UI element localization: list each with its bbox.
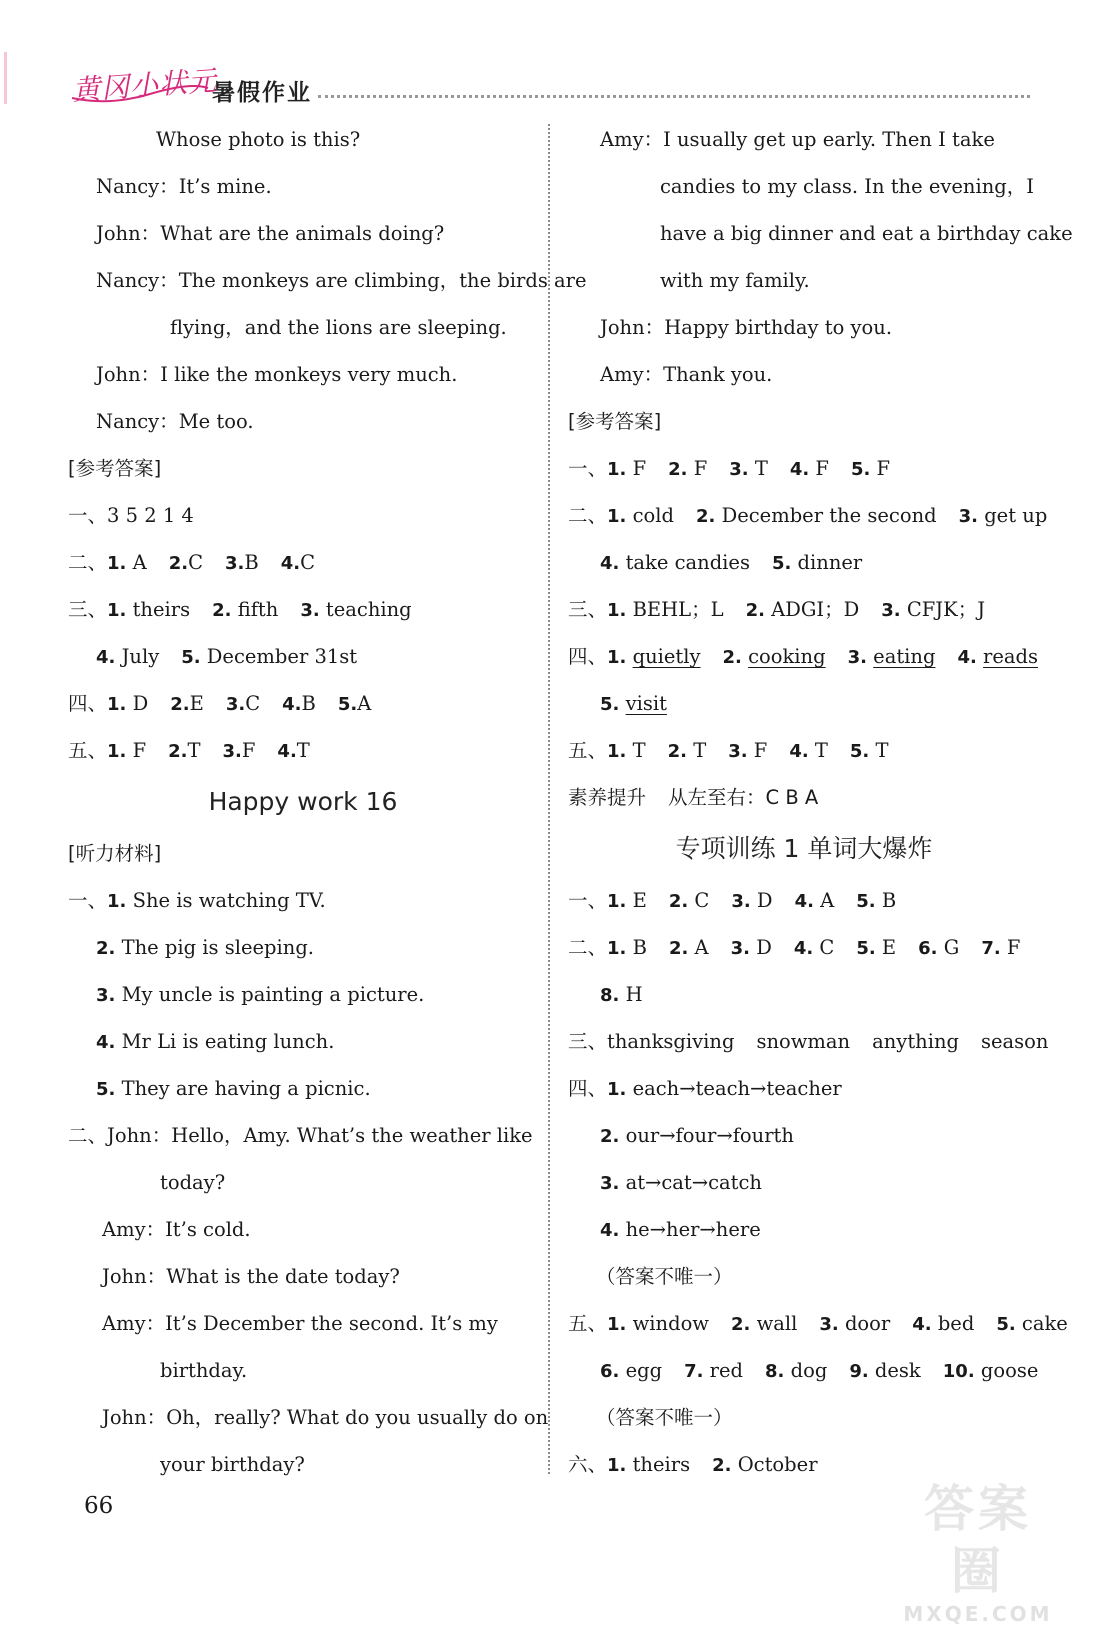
answer-row: 四、1. quietly 2. cooking 3. eating 4. reads	[568, 645, 1039, 668]
dialog-line: Nancy：Me too.	[96, 410, 254, 433]
answer-row: 五、1. T 2. T 3. F 4. T 5. T	[568, 739, 889, 762]
answer-row: 4. take candies 5. dinner	[600, 551, 863, 574]
listening-line: 一、1. She is watching TV.	[68, 889, 326, 912]
watermark-logo: 答案圈	[924, 1480, 1032, 1600]
listening-line: 4. Mr Li is eating lunch.	[96, 1030, 335, 1053]
header-title: 暑假作业	[212, 80, 312, 106]
right-column	[568, 116, 1073, 1488]
dialog-line: your birthday?	[160, 1453, 305, 1476]
dialog-line: John：I like the monkeys very much.	[96, 363, 458, 386]
answer-row: 5. visit	[600, 692, 667, 715]
answer-row: 五、1. F 2.T 3.F 4.T	[68, 739, 310, 762]
dialog-line: John：What is the date today?	[102, 1265, 400, 1288]
listening-line: 3. My uncle is painting a picture.	[96, 983, 425, 1006]
left-column	[68, 116, 587, 1488]
dialog-line: with my family.	[660, 269, 810, 292]
dialog-line: birthday.	[160, 1359, 248, 1382]
answer-row: 2. our→four→fourth	[600, 1124, 794, 1147]
dialog-line: Amy：It’s December the second. It’s my	[102, 1312, 498, 1335]
answer-row: 二、1. cold 2. December the second 3. get up	[568, 504, 1048, 527]
page-header	[0, 0, 1095, 110]
dialog-line: Amy：It’s cold.	[102, 1218, 251, 1241]
answer-row: 三、thanksgiving snowman anything season	[568, 1030, 1049, 1053]
margin-mark	[4, 52, 7, 104]
answer-row: 四、1. each→teach→teacher	[568, 1077, 842, 1100]
dialog-line: flying，and the lions are sleeping.	[170, 316, 507, 339]
answer-row: 一、3 5 2 1 4	[68, 504, 194, 527]
dialog-line: John：Oh，really? What do you usually do on	[102, 1406, 549, 1429]
answer-note: （答案不唯一）	[596, 1406, 733, 1429]
listening-line: 2. The pig is sleeping.	[96, 936, 315, 959]
answer-row: 二、1. A 2.C 3.B 4.C	[68, 551, 315, 574]
dialog-line: Nancy：It’s mine.	[96, 175, 272, 198]
reference-answers-label: [参考答案]	[568, 410, 662, 433]
dialog-line: Nancy：The monkeys are climbing，the birds are	[96, 269, 587, 292]
section-title: Happy work 16	[208, 787, 398, 816]
logo-swoosh-icon	[70, 84, 210, 104]
watermark	[898, 1478, 1058, 1626]
answer-row: 三、1. theirs 2. fifth 3. teaching	[68, 598, 412, 621]
answer-row: 素养提升 从左至右：C B A	[568, 786, 819, 809]
answer-note: （答案不唯一）	[596, 1265, 733, 1288]
section-title: 专项训练 1 单词大爆炸	[675, 834, 933, 863]
answer-row: 五、1. window 2. wall 3. door 4. bed 5. cake	[568, 1312, 1068, 1335]
dialog-line: 二、John：Hello，Amy. What’s the weather like	[68, 1124, 533, 1147]
answer-row: 一、1. F 2. F 3. T 4. F 5. F	[568, 457, 891, 480]
listening-material-label: [听力材料]	[68, 842, 162, 865]
header-dotted-rule	[318, 95, 1030, 98]
answer-row: 4. July 5. December 31st	[96, 645, 358, 668]
dialog-line: Amy：I usually get up early. Then I take	[600, 128, 995, 151]
answer-row: 6. egg 7. red 8. dog 9. desk 10. goose	[600, 1359, 1039, 1382]
answer-row: 二、1. B 2. A 3. D 4. C 5. E 6. G 7. F	[568, 936, 1021, 959]
listening-line: 5. They are having a picnic.	[96, 1077, 371, 1100]
column-divider	[548, 124, 550, 1474]
dialog-line: John：Happy birthday to you.	[600, 316, 893, 339]
dialog-line: today?	[160, 1171, 226, 1194]
dialog-line: have a big dinner and eat a birthday cake	[660, 222, 1073, 245]
dialog-line: Amy：Thank you.	[600, 363, 773, 386]
answer-row: 四、1. D 2.E 3.C 4.B 5.A	[68, 692, 372, 715]
reference-answers-label: [参考答案]	[68, 457, 162, 480]
answer-row: 六、1. theirs 2. October	[568, 1453, 818, 1476]
answer-row: 三、1. BEHL；L 2. ADGI；D 3. CFJK；J	[568, 598, 986, 621]
dialog-line: candies to my class. In the evening，I	[660, 175, 1034, 198]
answer-row: 一、1. E 2. C 3. D 4. A 5. B	[568, 889, 897, 912]
answer-row: 4. he→her→here	[600, 1218, 761, 1241]
page-number: 66	[84, 1493, 114, 1519]
brand-logo: 黄冈小状元	[71, 63, 219, 108]
dialog-line: John：What are the animals doing?	[96, 222, 445, 245]
answer-row: 8. H	[600, 983, 643, 1006]
answer-row: 3. at→cat→catch	[600, 1171, 762, 1194]
dialog-line: Whose photo is this?	[156, 128, 361, 151]
watermark-url: MXQE.COM	[903, 1602, 1053, 1626]
